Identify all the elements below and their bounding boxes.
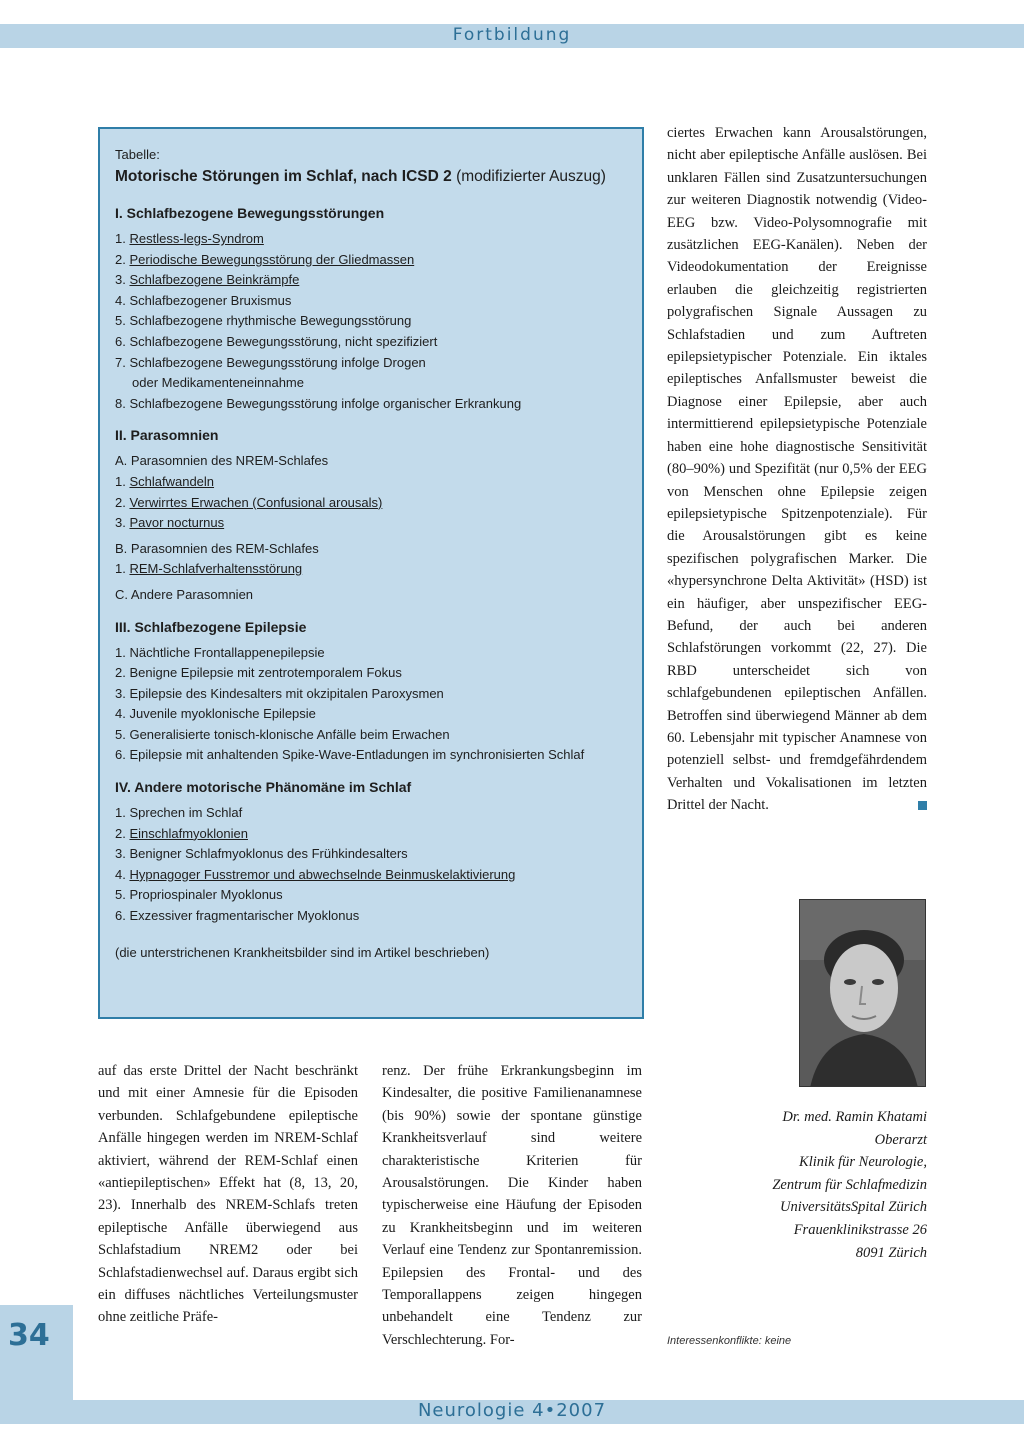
table-section: [115, 427, 628, 605]
item-number: 1.: [115, 561, 126, 577]
item-text: Schlafbezogene Bewegungsstörung infolge Drogen: [129, 354, 426, 370]
table-section: [115, 619, 628, 767]
table-item: [115, 472, 628, 493]
item-number: 2.: [115, 825, 126, 841]
item-number: 5.: [115, 726, 126, 742]
item-text: Schlafbezogene rhythmische Bewegungsstörung: [129, 313, 412, 329]
item-number: 6.: [115, 747, 126, 763]
table-item: [115, 704, 628, 725]
footer-band: [0, 1400, 1024, 1424]
table-group-label: A. Parasomnien des NREM-Schlafes: [115, 453, 329, 469]
item-text: Periodische Bewegungsstörung der Gliedmassen: [129, 251, 415, 267]
table-item: [115, 824, 628, 845]
table-item: [115, 229, 628, 250]
item-text: Schlafbezogene Beinkrämpfe: [129, 272, 300, 288]
header-band: [0, 24, 1024, 48]
item-text: oder Medikamenteneinnahme: [132, 375, 304, 391]
table-item: [115, 270, 628, 291]
conflicts-statement: Interessenkonflikte: keine: [667, 1335, 792, 1347]
table-item: [115, 745, 628, 766]
page-number-tab: [0, 1305, 73, 1405]
item-text: Schlafbezogene Bewegungsstörung, nicht spezifiziert: [129, 333, 438, 349]
table-section-heading: I. Schlafbezogene Bewegungsstörungen: [115, 205, 385, 221]
item-text: Epilepsie des Kindesalters mit okzipitalen Paroxysmen: [129, 685, 444, 701]
article-column-left: auf das erste Drittel der Nacht beschränkt und mit einer Amnesie für die Episoden verbunden. Schlafgebundene epileptische Anfälle hingegen werden im NREM-Schlaf aktiviert, während der REM-Schlaf einen «antiepileptischen» Effekt hat (8, 13, 20, 23). Innerhalb des NREM-Schlafs treten epileptische Anfälle überwiegend aus Schlafstadium NREM2 oder bei Schlafstadienwechsel auf. Daraus ergibt sich ein diffuses nächtliches Verteilungsmuster ohne zeitliche Präfe-: [98, 1063, 358, 1326]
table-item: [115, 332, 628, 353]
table-item: [115, 373, 628, 394]
table-kicker: Tabelle:: [115, 147, 160, 162]
item-text: Verwirrtes Erwachen (Confusional arousals): [129, 494, 383, 510]
item-text: Sprechen im Schlaf: [129, 805, 243, 821]
item-number: 4.: [115, 292, 126, 308]
table-item: [115, 394, 628, 415]
table-section: [115, 779, 628, 927]
item-number: 3.: [115, 846, 126, 862]
portrait-image: [800, 900, 926, 1087]
item-text: Benigne Epilepsie mit zentrotemporalem Fokus: [129, 665, 402, 681]
item-text: Generalisierte tonisch-klonische Anfälle beim Erwachen: [129, 726, 450, 742]
page-number: 34: [8, 1318, 50, 1353]
item-text: Pavor nocturnus: [129, 515, 225, 531]
item-number: 3.: [115, 272, 126, 288]
item-number: 4.: [115, 706, 126, 722]
author-block: [667, 1106, 927, 1264]
article-column-middle: renz. Der frühe Erkrankungsbeginn im Kindesalter, die positive Familienanamnese (bis 90%) sowie der spontane günstige Krankheitsverlauf sind weitere charakteristische Kriterien für Arousalstörungen. Die Kinder haben typischerweise eine Häufung der Episoden zu Krankheitsbeginn und im weiteren Verlauf eine Tendenz zur Spontanremission. Epilepsien des Frontal- und des Temporallappens zeigen hingegen unbehandelt eine Tendenz zur Verschlechterung. For-: [382, 1063, 642, 1348]
table-item: [115, 250, 628, 271]
info-table-box: [98, 127, 644, 1019]
item-text: Schlafbezogene Bewegungsstörung infolge organischer Erkrankung: [129, 395, 522, 411]
item-text: Benigner Schlafmyoklonus des Frühkindesalters: [129, 846, 408, 862]
table-subtitle: (modifizierter Auszug): [456, 168, 606, 185]
item-text: Hypnagoger Fusstremor und abwechselnde Beinmuskelaktivierung: [129, 866, 516, 882]
table-title-main: Motorische Störungen im Schlaf, nach ICSD 2: [115, 168, 452, 185]
table-item: [115, 844, 628, 865]
table-section-heading: III. Schlafbezogene Epilepsie: [115, 618, 307, 635]
item-number: 2.: [115, 251, 126, 267]
item-number: 5.: [115, 887, 126, 903]
table-group-label: B. Parasomnien des REM-Schlafes: [115, 540, 319, 556]
item-text: Restless-legs-Syndrom: [129, 231, 264, 246]
author-city: 8091 Zürich: [855, 1244, 927, 1261]
item-text: Epilepsie mit anhaltenden Spike-Wave-Entladungen im synchronisierten Schlaf: [129, 747, 585, 763]
table-group-label: C. Andere Parasomnien: [115, 586, 254, 602]
item-number: 1.: [115, 644, 126, 660]
item-number: 6.: [115, 908, 126, 924]
item-text: Juvenile myoklonische Epilepsie: [129, 706, 316, 722]
item-number: 2.: [115, 494, 126, 510]
table-section-heading: II. Parasomnien: [115, 427, 219, 444]
journal-label: Neurologie 4•2007: [417, 1400, 607, 1421]
table-item: [115, 663, 628, 684]
item-text: REM-Schlafverhaltensstörung: [129, 561, 303, 577]
table-item: [115, 725, 628, 746]
author-center: Zentrum für Schlafmedizin: [772, 1176, 927, 1193]
table-item: [115, 643, 628, 664]
table-item: [115, 803, 628, 824]
author-name: Dr. med. Ramin Khatami: [782, 1109, 927, 1125]
table-item: [115, 353, 628, 374]
item-number: 8.: [115, 395, 126, 411]
author-street: Frauenklinikstrasse 26: [793, 1221, 927, 1238]
table-section-heading: IV. Andere motorische Phänomäne im Schlaf: [115, 779, 412, 796]
right-column-text: ciertes Erwachen kann Arousalstörungen, nicht aber epileptische Anfälle auslösen. Bei unklaren Fällen sind Zusatzuntersuchungen zur weiteren Diagnostik notwendig (Video-EEG bzw. Video-Polysomnografie mit zusätzlichen EEG-Kanälen). Neben der Videodokumentation der Ereignisse erlauben die gleichzeitig registrierten polygrafischen Signale Aussagen zu Schlafstadien und zum Auftreten epilepsietypischer Potenziale. Ein iktales epileptisches Anfallsmuster beweist die Diagnose einer Epilepsie, aber auch intermittierend epilepsietypische Potenziale haben eine hohe diagnostische Sensitivität (80–90%) und Spezifität (nur 0,5% der EEG von Menschen ohne Epilepsie zeigen epilepsietypische Spitzenpotenziale). Für die Arousalstörungen gibt es keine spezifischen polygrafischen Marker. Die «hypersynchrone Delta Aktivität» (HSD) ist ein häufiger, aber unspezifischer EEG-Befund, der auch bei anderen Schlafstörungen vorkommt (22, 27). Die RBD unterscheidet sich von schlafgebundenen epileptischen Anfällen. Betroffen sind überwiegend Männer ab dem 60. Lebensjahr mit typischer Anamnese von potenziell selbst- und fremdgefährdendem Verhalten und Vokalisationen im letzten Drittel der Nacht.: [667, 125, 927, 814]
item-text: Schlafbezogener Bruxismus: [129, 292, 292, 308]
item-number: 2.: [115, 665, 126, 681]
item-text: Exzessiver fragmentarischer Myoklonus: [129, 908, 360, 924]
table-item: [115, 906, 628, 927]
table-item: [115, 493, 628, 514]
item-text: Propriospinaler Myoklonus: [129, 887, 283, 903]
section-label: Fortbildung: [452, 25, 572, 45]
author-department: Klinik für Neurologie,: [799, 1154, 927, 1171]
table-footnote: (die unterstrichenen Krankheitsbilder sind im Artikel beschrieben): [115, 944, 490, 960]
table-title: [115, 168, 628, 186]
table-item: [115, 513, 628, 534]
item-number: 6.: [115, 333, 126, 349]
item-number: 3.: [115, 685, 126, 701]
item-number: 1.: [115, 805, 126, 821]
table-sections: [115, 205, 628, 927]
item-number: 4.: [115, 866, 126, 882]
author-hospital: UniversitätsSpital Zürich: [779, 1199, 927, 1216]
table-section: [115, 205, 628, 414]
author-photo: [799, 899, 926, 1087]
article-column-right: [667, 122, 927, 817]
end-mark-icon: [918, 801, 927, 810]
item-number: 5.: [115, 313, 126, 329]
item-text: Einschlafmyoklonien: [129, 825, 248, 841]
item-number: 1.: [115, 473, 126, 489]
item-number: 1.: [115, 231, 126, 246]
table-item: [115, 885, 628, 906]
table-item: [115, 311, 628, 332]
table-item: [115, 291, 628, 312]
item-number: 7.: [115, 354, 126, 370]
table-item: [115, 865, 628, 886]
item-text: Schlafwandeln: [129, 473, 215, 489]
item-number: 3.: [115, 515, 126, 531]
item-text: Nächtliche Frontallappenepilepsie: [129, 644, 325, 660]
table-item: [115, 684, 628, 705]
table-item: [115, 559, 628, 580]
author-role: Oberarzt: [874, 1131, 927, 1148]
